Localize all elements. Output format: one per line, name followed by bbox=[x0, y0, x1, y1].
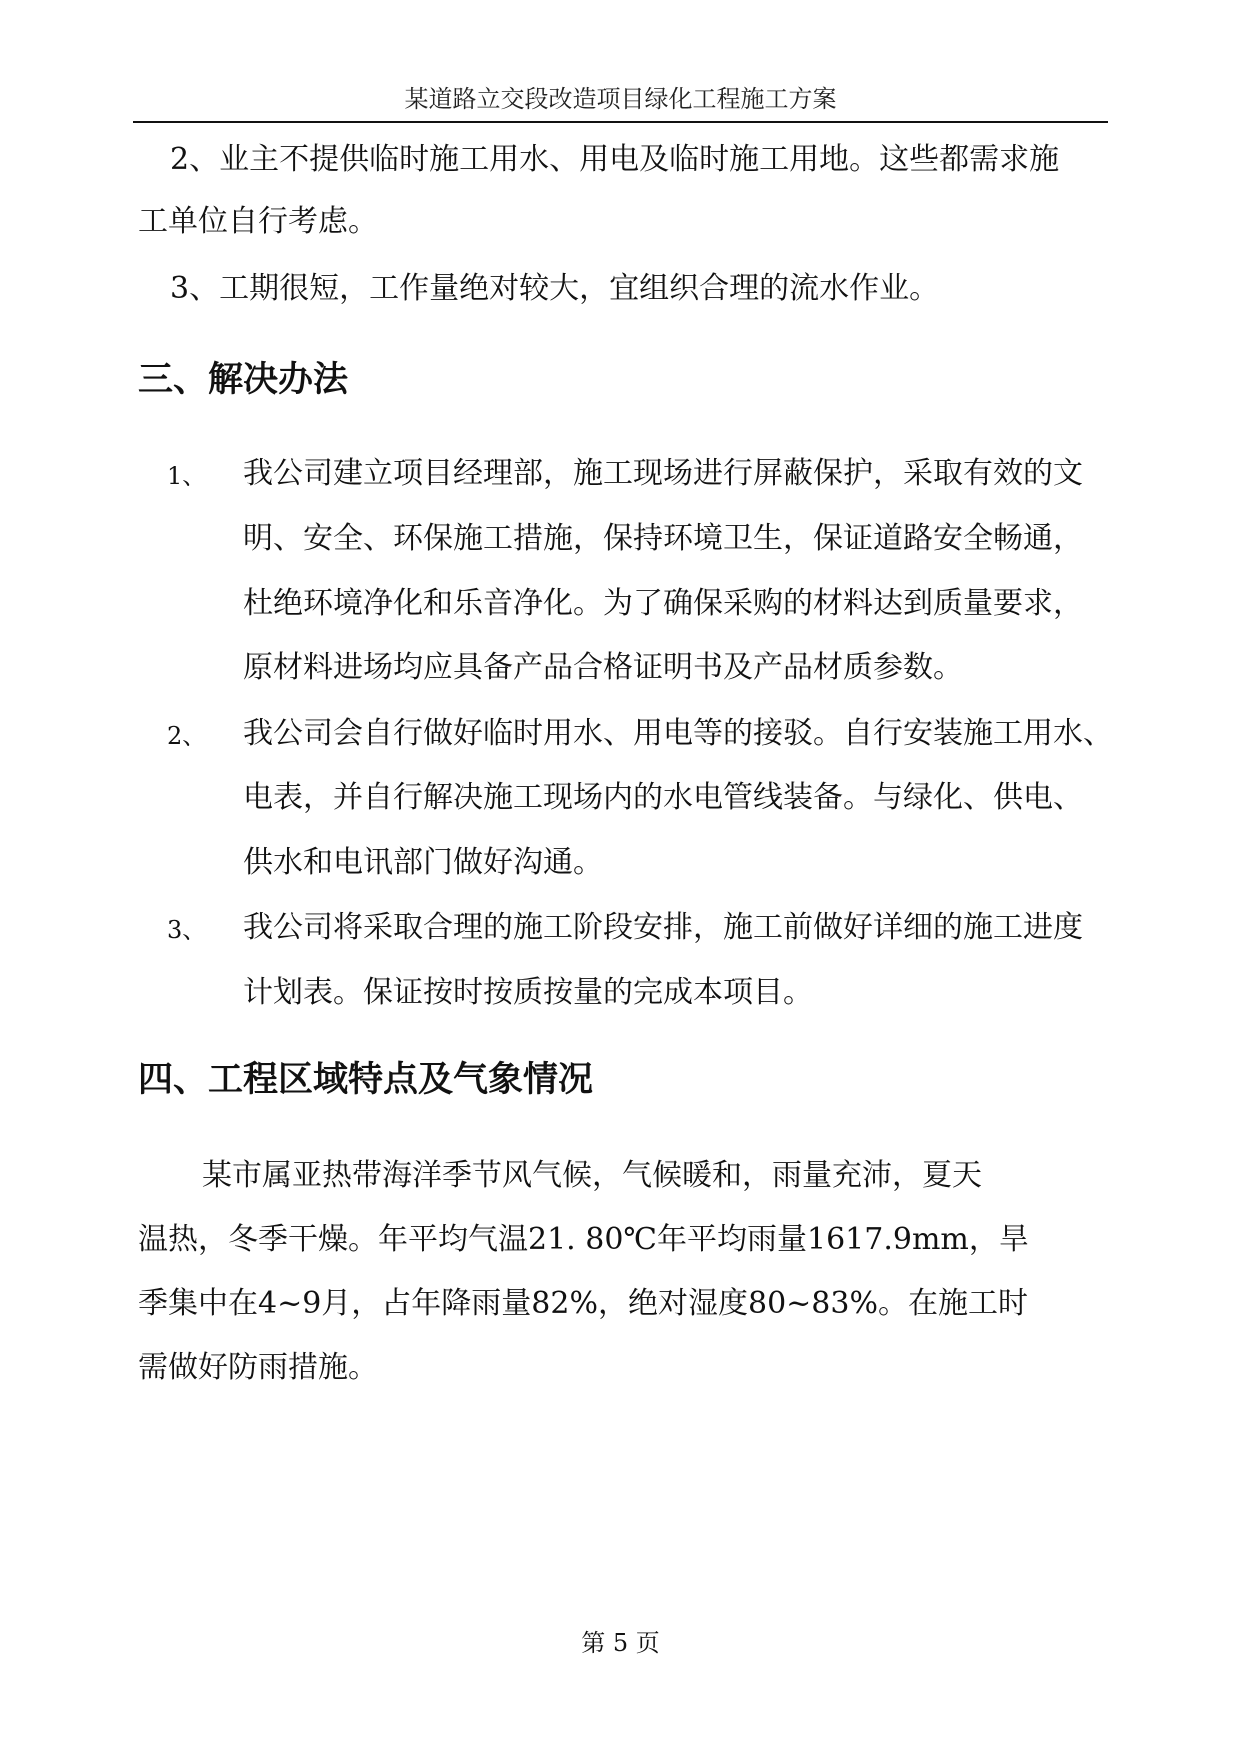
intro-item-2-line-1: 2、业主不提供临时施工用水、用电及临时施工用地。这些都需求施 bbox=[170, 142, 1060, 177]
running-header: 某道路立交段改造项目绿化工程施工方案 bbox=[404, 85, 837, 113]
list-item-line: 原材料进场均应具备产品合格证明书及产品材质参数。 bbox=[243, 650, 963, 685]
list-item-number: 3、 bbox=[167, 916, 207, 944]
list-item-number: 2、 bbox=[167, 722, 207, 750]
list-item-line: 电表，并自行解决施工现场内的水电管线装备。与绿化、供电、 bbox=[243, 780, 1083, 815]
list-item-line: 我公司将采取合理的施工阶段安排，施工前做好详细的施工进度 bbox=[243, 910, 1083, 945]
list-item-line: 杜绝环境净化和乐音净化。为了确保采购的材料达到质量要求， bbox=[243, 586, 1083, 621]
section-3-heading: 三、解决办法 bbox=[138, 360, 349, 400]
page-number: 第 5 页 bbox=[581, 1629, 660, 1657]
header-divider bbox=[133, 121, 1108, 123]
paragraph-line: 季集中在4~9月，占年降雨量82%，绝对湿度80~83%。在施工时 bbox=[138, 1286, 1028, 1321]
list-item-line: 供水和电讯部门做好沟通。 bbox=[243, 845, 603, 880]
paragraph-line: 某市属亚热带海洋季节风气候，气候暖和，雨量充沛，夏天 bbox=[202, 1158, 982, 1193]
list-item-line: 计划表。保证按时按质按量的完成本项目。 bbox=[243, 975, 813, 1010]
section-4-heading: 四、工程区域特点及气象情况 bbox=[138, 1060, 594, 1100]
list-item-line: 我公司会自行做好临时用水、用电等的接驳。自行安装施工用水、 bbox=[243, 716, 1113, 751]
list-item-line: 明、安全、环保施工措施，保持环境卫生，保证道路安全畅通， bbox=[243, 521, 1083, 556]
list-item-line: 我公司建立项目经理部，施工现场进行屏蔽保护，采取有效的文 bbox=[243, 456, 1083, 491]
intro-item-3-line-1: 3、工期很短，工作量绝对较大，宜组织合理的流水作业。 bbox=[170, 271, 940, 306]
list-item-number: 1、 bbox=[167, 462, 207, 490]
paragraph-line: 温热，冬季干燥。年平均气温21. 80℃年平均雨量1617.9mm，旱 bbox=[138, 1222, 1029, 1257]
paragraph-line: 需做好防雨措施。 bbox=[138, 1350, 378, 1385]
intro-item-2-line-2: 工单位自行考虑。 bbox=[138, 204, 378, 239]
